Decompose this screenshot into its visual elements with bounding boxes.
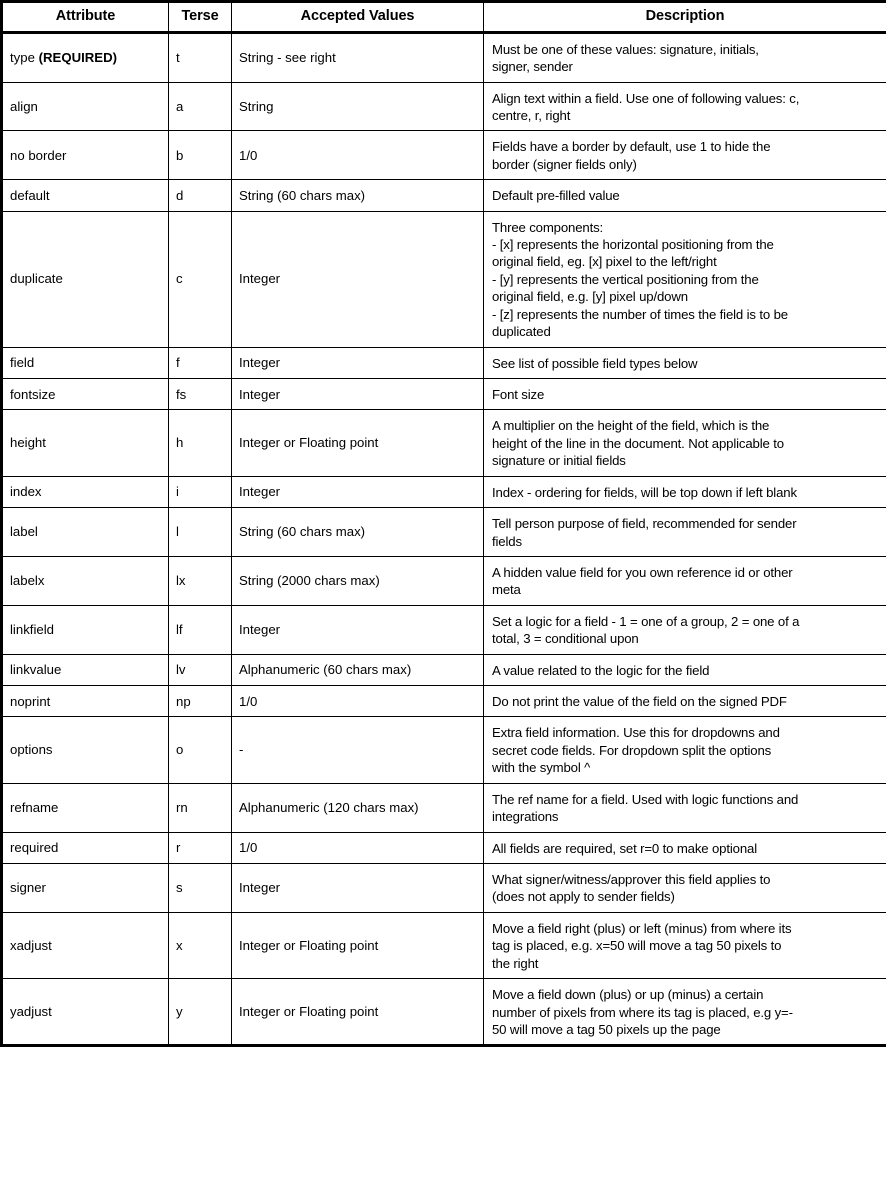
cell-accepted-values: String - see right <box>232 32 484 82</box>
description-line: number of pixels from where its tag is placed, e.g y=- <box>492 1004 793 1020</box>
cell-description <box>484 654 886 685</box>
table-row <box>2 783 886 832</box>
description-line: Font size <box>492 387 545 402</box>
cell-attribute <box>2 556 169 605</box>
description-line: 50 will move a tag 50 pixels up the page <box>492 1021 721 1037</box>
attribute-name: xadjust <box>10 937 52 953</box>
cell-attribute <box>2 379 169 410</box>
table-row <box>2 508 886 557</box>
cell-terse: f <box>169 347 232 378</box>
cell-attribute <box>2 211 169 347</box>
cell-terse: s <box>169 864 232 913</box>
description-line: Default pre-filled value <box>492 188 620 204</box>
description-line: border (signer fields only) <box>492 156 637 172</box>
cell-attribute <box>2 717 169 783</box>
table-row <box>2 410 886 476</box>
description-line: Index - ordering for fields, will be top down if left blank <box>492 484 797 500</box>
attribute-name: labelx <box>10 573 45 589</box>
cell-terse: o <box>169 717 232 783</box>
description-line: Set a logic for a field - 1 = one of a group, 2 = one of a <box>492 613 800 629</box>
cell-attribute <box>2 783 169 832</box>
cell-terse: np <box>169 686 232 717</box>
cell-description <box>484 717 886 783</box>
cell-terse: a <box>169 82 232 131</box>
attribute-name: no border <box>10 147 67 163</box>
cell-terse: x <box>169 912 232 978</box>
cell-terse: d <box>169 180 232 211</box>
cell-description <box>484 508 886 557</box>
attribute-name: type <box>10 49 35 65</box>
table-row <box>2 912 886 978</box>
description-line: Tell person purpose of field, recommended for sender <box>492 516 797 532</box>
table-header-row <box>2 2 886 33</box>
table-row <box>2 379 886 410</box>
description-line: integrations <box>492 809 559 825</box>
table-row <box>2 211 886 347</box>
cell-description <box>484 211 886 347</box>
description-line: Three components: <box>492 219 604 235</box>
table-row <box>2 347 886 378</box>
cell-accepted-values: Integer or Floating point <box>232 979 484 1046</box>
description-line: meta <box>492 582 521 598</box>
cell-accepted-values: Integer <box>232 864 484 913</box>
table-row <box>2 82 886 131</box>
description-line: original field, eg. [x] pixel to the left/right <box>492 254 717 270</box>
cell-terse: fs <box>169 379 232 410</box>
attribute-name: label <box>10 524 38 540</box>
cell-attribute <box>2 686 169 717</box>
table-row <box>2 32 886 82</box>
cell-description <box>484 32 886 82</box>
description-line: Extra field information. Use this for dropdowns and <box>492 725 780 741</box>
cell-terse: lf <box>169 605 232 654</box>
cell-accepted-values: Integer <box>232 476 484 507</box>
table-row <box>2 556 886 605</box>
description-line: Do not print the value of the field on the signed PDF <box>492 694 787 710</box>
cell-accepted-values: String <box>232 82 484 131</box>
description-line: with the symbol ^ <box>492 760 591 776</box>
attribute-name: duplicate <box>10 271 63 287</box>
cell-description <box>484 686 886 717</box>
attribute-name: fontsize <box>10 386 56 402</box>
table-row <box>2 131 886 180</box>
table-row <box>2 654 886 685</box>
attribute-name: align <box>10 98 38 114</box>
attribute-name: refname <box>10 799 59 815</box>
description-line: the right <box>492 955 539 971</box>
cell-accepted-values: Alphanumeric (120 chars max) <box>232 783 484 832</box>
cell-attribute <box>2 508 169 557</box>
column-header-attribute: Attribute <box>2 2 169 33</box>
cell-terse: h <box>169 410 232 476</box>
cell-attribute <box>2 410 169 476</box>
description-line: Fields have a border by default, use 1 to hide the <box>492 139 771 155</box>
description-line: A multiplier on the height of the field, which is the <box>492 418 770 434</box>
attribute-name: field <box>10 355 35 371</box>
attribute-name: height <box>10 435 46 451</box>
cell-description <box>484 82 886 131</box>
cell-accepted-values: Integer or Floating point <box>232 410 484 476</box>
cell-terse: lv <box>169 654 232 685</box>
attribute-name: default <box>10 187 50 203</box>
description-line: Must be one of these values: signature, initials, <box>492 41 759 57</box>
cell-terse: t <box>169 32 232 82</box>
description-line: What signer/witness/approver this field applies to <box>492 872 771 888</box>
description-line: All fields are required, set r=0 to make optional <box>492 840 757 856</box>
table-header <box>2 2 886 33</box>
cell-attribute <box>2 979 169 1046</box>
table-row <box>2 686 886 717</box>
cell-attribute <box>2 605 169 654</box>
description-line: (does not apply to sender fields) <box>492 889 675 905</box>
cell-description <box>484 605 886 654</box>
attribute-name: signer <box>10 880 46 896</box>
cell-description <box>484 832 886 863</box>
cell-terse: rn <box>169 783 232 832</box>
cell-terse: y <box>169 979 232 1046</box>
cell-attribute <box>2 32 169 82</box>
description-line: height of the line in the document. Not applicable to <box>492 435 784 451</box>
description-line: centre, r, right <box>492 107 571 123</box>
description-line: signer, sender <box>492 59 573 75</box>
column-header-terse: Terse <box>169 2 232 33</box>
attribute-name: options <box>10 742 53 758</box>
cell-terse: b <box>169 131 232 180</box>
description-line: - [x] represents the horizontal positioning from the <box>492 237 774 253</box>
attribute-name: index <box>10 484 42 500</box>
attribute-name: linkfield <box>10 622 54 637</box>
cell-attribute <box>2 912 169 978</box>
cell-attribute <box>2 832 169 863</box>
cell-accepted-values: 1/0 <box>232 832 484 863</box>
table-row <box>2 979 886 1046</box>
description-line: tag is placed, e.g. x=50 will move a tag 50 pixels to <box>492 938 782 954</box>
table-row <box>2 476 886 507</box>
table-row <box>2 180 886 211</box>
cell-accepted-values: String (60 chars max) <box>232 180 484 211</box>
cell-terse: i <box>169 476 232 507</box>
table-row <box>2 832 886 863</box>
cell-terse: r <box>169 832 232 863</box>
cell-terse: lx <box>169 556 232 605</box>
attribute-name: noprint <box>10 693 51 709</box>
column-header-description: Description <box>484 2 886 33</box>
cell-attribute <box>2 476 169 507</box>
cell-attribute <box>2 864 169 913</box>
cell-accepted-values: Integer or Floating point <box>232 912 484 978</box>
description-line: Move a field down (plus) or up (minus) a certain <box>492 987 764 1003</box>
table-row <box>2 605 886 654</box>
cell-attribute <box>2 347 169 378</box>
cell-attribute <box>2 180 169 211</box>
cell-accepted-values: 1/0 <box>232 131 484 180</box>
cell-terse: l <box>169 508 232 557</box>
description-line: - [y] represents the vertical positioning from the <box>492 271 759 287</box>
cell-description <box>484 131 886 180</box>
cell-accepted-values: 1/0 <box>232 686 484 717</box>
table-row <box>2 717 886 783</box>
cell-accepted-values: String (2000 chars max) <box>232 556 484 605</box>
cell-description <box>484 410 886 476</box>
attribute-required-marker: (REQUIRED) <box>38 49 118 65</box>
cell-accepted-values: Integer <box>232 211 484 347</box>
description-line: total, 3 = conditional upon <box>492 631 639 647</box>
cell-description <box>484 783 886 832</box>
table-body <box>2 32 886 1046</box>
cell-description <box>484 180 886 211</box>
cell-accepted-values: Integer <box>232 379 484 410</box>
cell-terse: c <box>169 211 232 347</box>
attribute-name: linkvalue <box>10 662 62 678</box>
description-line: Align text within a field. Use one of following values: c, <box>492 90 800 106</box>
cell-attribute <box>2 82 169 131</box>
description-line: - [z] represents the number of times the field is to be <box>492 306 788 322</box>
attribute-name: required <box>10 840 59 856</box>
cell-description <box>484 979 886 1046</box>
description-line: fields <box>492 533 522 549</box>
cell-attribute <box>2 131 169 180</box>
description-line: secret code fields. For dropdown split the options <box>492 742 772 758</box>
cell-description <box>484 347 886 378</box>
description-line: Move a field right (plus) or left (minus) from where its <box>492 920 792 936</box>
table-row <box>2 864 886 913</box>
attribute-name: yadjust <box>10 1004 52 1020</box>
description-line: A hidden value field for you own reference id or other <box>492 564 793 580</box>
cell-accepted-values: - <box>232 717 484 783</box>
cell-accepted-values: Integer <box>232 605 484 654</box>
description-line: signature or initial fields <box>492 453 626 469</box>
cell-description <box>484 864 886 913</box>
cell-accepted-values: Integer <box>232 347 484 378</box>
cell-description <box>484 556 886 605</box>
cell-description <box>484 912 886 978</box>
cell-description <box>484 476 886 507</box>
cell-accepted-values: String (60 chars max) <box>232 508 484 557</box>
cell-attribute <box>2 654 169 685</box>
cell-accepted-values: Alphanumeric (60 chars max) <box>232 654 484 685</box>
description-line: See list of possible field types below <box>492 355 698 371</box>
column-header-accepted-values: Accepted Values <box>232 2 484 33</box>
cell-description <box>484 379 886 410</box>
description-line: original field, e.g. [y] pixel up/down <box>492 289 688 305</box>
description-line: A value related to the logic for the field <box>492 662 710 678</box>
description-line: The ref name for a field. Used with logic functions and <box>492 791 799 807</box>
description-line: duplicated <box>492 324 551 340</box>
